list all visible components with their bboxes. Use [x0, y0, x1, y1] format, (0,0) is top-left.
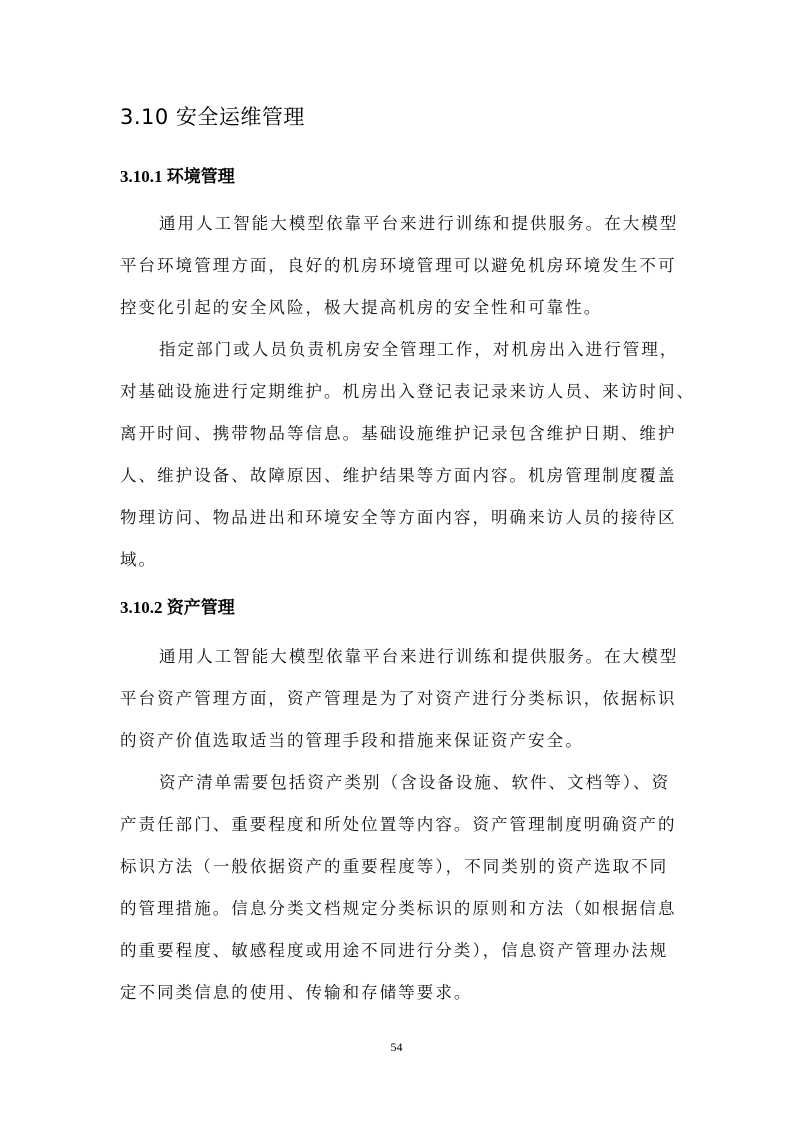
text-line: 资产清单需要包括资产类别（含设备设施、软件、文档等）、资	[159, 773, 671, 792]
text-line: 标识方法（一般依据资产的重要程度等），不同类别的资产选取不同	[120, 857, 669, 876]
text-line: 定不同类信息的使用、传输和存储等要求。	[120, 983, 473, 1002]
text-line: 人、维护设备、故障原因、维护结果等方面内容。机房管理制度覆盖	[120, 466, 677, 485]
text-line: 的资产价值选取适当的管理手段和措施来保证资产安全。	[120, 731, 584, 750]
text-line: 通用人工智能大模型依靠平台来进行训练和提供服务。在大模型	[159, 647, 679, 666]
text-line: 通用人工智能大模型依靠平台来进行训练和提供服务。在大模型	[159, 214, 679, 233]
text-line: 物理访问、物品进出和环境安全等方面内容，明确来访人员的接待区	[120, 508, 677, 527]
subsection-heading-environment: 3.10.1 环境管理	[120, 167, 235, 186]
section-heading: 3.10 安全运维管理	[120, 105, 305, 129]
text-line: 产责任部门、重要程度和所处位置等内容。资产管理制度明确资产的	[120, 815, 677, 834]
text-line: 平台资产管理方面，资产管理是为了对资产进行分类标识，依据标识	[120, 689, 677, 708]
subsection-heading-assets: 3.10.2 资产管理	[120, 598, 235, 617]
text-line: 的重要程度、敏感程度或用途不同进行分类），信息资产管理办法规	[120, 941, 669, 960]
text-line: 对基础设施进行定期维护。机房出入登记表记录来访人员、来访时间、	[120, 382, 696, 401]
text-line: 平台环境管理方面，良好的机房环境管理可以避免机房环境发生不可	[120, 256, 677, 275]
text-line: 控变化引起的安全风险，极大提高机房的安全性和可靠性。	[120, 298, 603, 317]
text-line: 指定部门或人员负责机房安全管理工作，对机房出入进行管理，	[159, 340, 679, 359]
text-line: 离开时间、携带物品等信息。基础设施维护记录包含维护日期、维护	[120, 424, 677, 443]
page-number: 54	[390, 1040, 403, 1054]
text-line: 域。	[120, 550, 158, 569]
text-line: 的管理措施。信息分类文档规定分类标识的原则和方法（如根据信息	[120, 899, 677, 918]
